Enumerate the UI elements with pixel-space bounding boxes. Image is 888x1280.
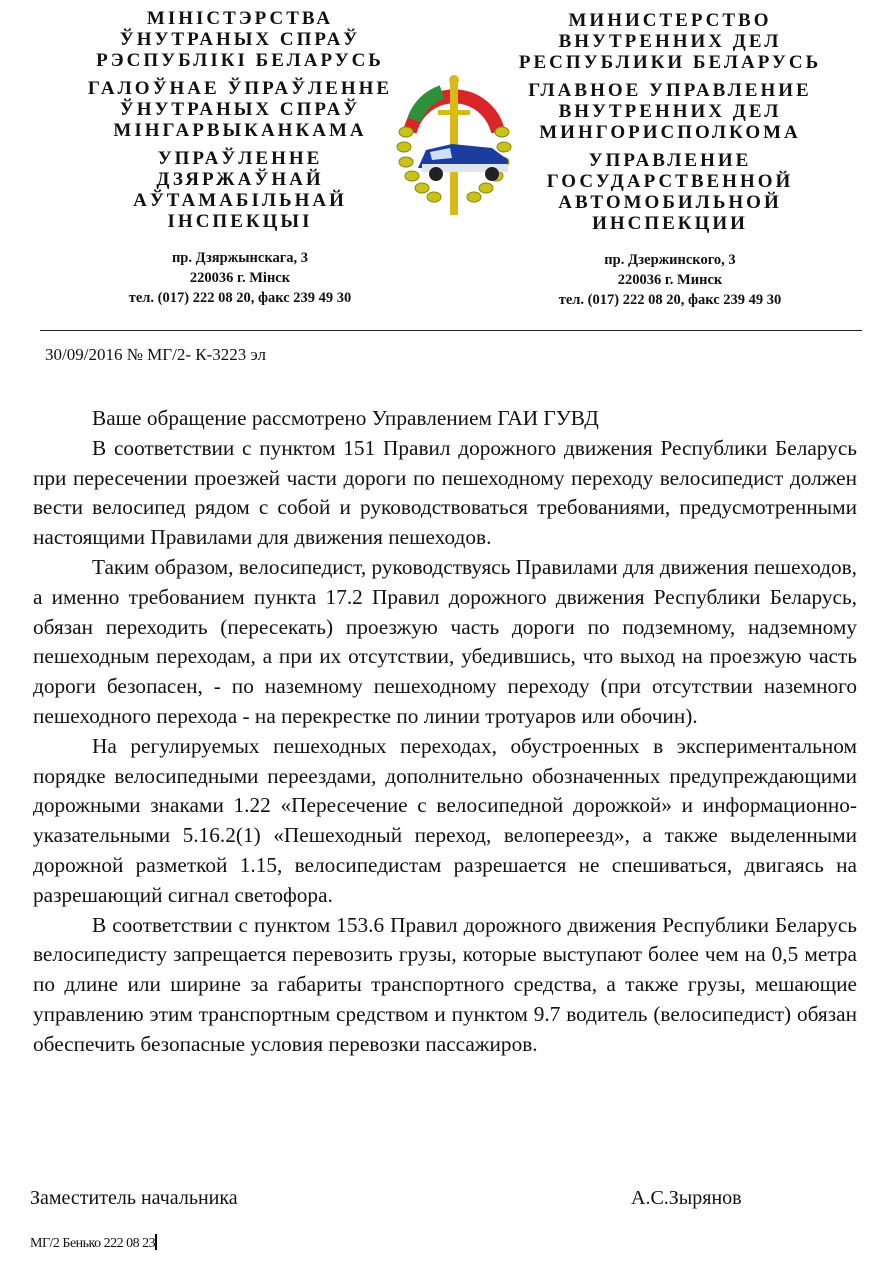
traffic-police-emblem-icon (392, 72, 516, 222)
org-line: ВНУТРЕННИХ ДЕЛ (558, 101, 782, 122)
org-line: ГОСУДАРСТВЕННОЙ (546, 171, 794, 192)
paragraph: В соответствии с пунктом 153.6 Правил дорожного движения Республики Беларусь велосипедисту запрещается перевозить грузы, которые выступают более чем на 0,5 метра по длине или ширине за габариты транспортного средства, а также грузы, мешающие управлению этим транспортным средством и пунктом 9.7 водитель (велосипедист) обязан обеспечить безопасные условия перевозки пассажиров. (33, 912, 857, 1056)
paragraph: Ваше обращение рассмотрено Управлением ГАИ ГУВД (92, 406, 599, 430)
org-line: РЭСПУБЛІКІ БЕЛАРУСЬ (96, 50, 384, 71)
executor-line[interactable] (30, 1234, 157, 1252)
org-line: АЎТАМАБІЛЬНАЙ (133, 190, 347, 211)
paragraph: В соответствии с пунктом 151 Правил дорожного движения Республики Беларусь при пересечении проезжей части дороги по пешеходному переходу велосипедист должен вести велосипед рядом с собой и руководствоваться требованиями, предусмотренными настоящими Правилами для движения пешеходов. (33, 435, 857, 550)
org-line: УПРАЎЛЕННЕ (157, 148, 323, 169)
org-line: МІНІСТЭРСТВА (146, 8, 334, 29)
org-line: ІНСПЕКЦЫІ (167, 211, 313, 232)
address-phone: тел. (017) 222 08 20, факс 239 49 30 (128, 290, 352, 306)
org-line: ГЛАВНОЕ УПРАВЛЕНИЕ (528, 80, 812, 101)
org-line: ЎНУТРАНЫХ СПРАЎ (119, 99, 361, 120)
executor-text: МГ/2 Бенько 222 08 23 (30, 1236, 156, 1251)
org-line: ВНУТРЕННИХ ДЕЛ (558, 31, 782, 52)
address-phone: тел. (017) 222 08 20, факс 239 49 30 (558, 292, 782, 308)
address-city: 220036 г. Мінск (189, 270, 291, 286)
org-line: МИНГОРИСПОЛКОМА (539, 122, 801, 143)
org-line: ЎНУТРАНЫХ СПРАЎ (119, 29, 361, 50)
signatory-position: Заместитель начальника (30, 1187, 238, 1209)
org-line: ГАЛОЎНАЕ ЎПРАЎЛЕННЕ (87, 78, 393, 99)
address-right (480, 250, 860, 310)
header-divider (40, 330, 862, 331)
header-right-russian (480, 10, 860, 310)
paragraph: Таким образом, велосипедист, руководствуясь Правилами для движения пешеходов, а именно требованием пункта 17.2 Правил дорожного движения Республики Беларусь, обязан переходить (пересекать) проезжую часть дороги по подземному, надземному пешеходным переходам, а при их отсутствии, убедившись, что выход на проезжую часть дороги безопасен, - по наземному пешеходному переходу (при отсутствии наземного пешеходного перехода - на перекрестке по линии тротуаров или обочин). (33, 554, 857, 728)
org-block-2 (50, 78, 430, 141)
letter-body (33, 404, 857, 1060)
org-line: УПРАВЛЕНИЕ (588, 150, 752, 171)
org-block-3 (480, 150, 860, 234)
header-left-belarusian (50, 8, 430, 308)
org-line: МИНИСТЕРСТВО (568, 10, 772, 31)
document-reference: 30/09/2016 № МГ/2- К-3223 эл (45, 345, 266, 364)
org-line: АВТОМОБИЛЬНОЙ (558, 192, 782, 213)
text-cursor (155, 1234, 157, 1250)
org-block-3 (50, 148, 430, 232)
org-line: ИНСПЕКЦИИ (592, 213, 748, 234)
org-line: МІНГАРВЫКАНКАМА (113, 120, 367, 141)
org-block-1 (480, 10, 860, 73)
address-city: 220036 г. Минск (617, 272, 723, 288)
address-left (50, 248, 430, 308)
address-street: пр. Дзержинского, 3 (604, 252, 736, 268)
org-block-1 (50, 8, 430, 71)
address-street: пр. Дзяржынскага, 3 (171, 250, 309, 266)
signatory-name: А.С.Зырянов (631, 1187, 742, 1209)
org-line: РЕСПУБЛИКИ БЕЛАРУСЬ (518, 52, 822, 73)
org-block-2 (480, 80, 860, 143)
paragraph: На регулируемых пешеходных переходах, обустроенных в экспериментальном порядке велосипедными переездами, дополнительно обозначенных предупреждающими дорожными знаками 1.22 «Пересечение с велосипедной дорожкой» и информационно-указательными 5.16.2(1) «Пешеходный переход, велопереезд», а также выделенными дорожной разметкой 1.15, велосипедистам разрешается не спешиваться, двигаясь на разрешающий сигнал светофора. (33, 733, 857, 907)
org-line: ДЗЯРЖАЎНАЙ (156, 169, 324, 190)
